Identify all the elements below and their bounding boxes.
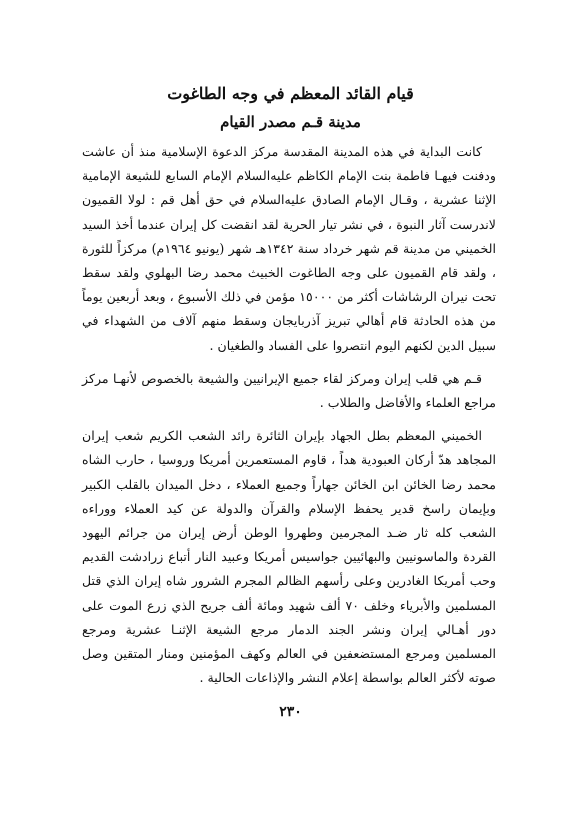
page-title: قيام القائد المعظم في وجه الطاغوت [167,84,414,103]
section-subtitle: مدينة قـم مصدر القيام [220,113,361,131]
page-number: ٢٣٠ [279,704,302,720]
paragraph-1: كانت البداية في هذه المدينة المقدسة مركز الدعوة الإسلامية منذ أن عاشت ودفنت فيهـا فاطمة بنت الإمام الكاظم عليه‌السلام الإمام السابع للشيعة الإمامية الإثنا عشرية ، وقـال الإمام الصادق عليه‌السلام في حق أهل قم : لولا القميون لاندرست آثار النبوة ، في نشر تيار الحرية لقد انقضت كل إيران عندما أخذ السيد الخميني من مدينة قم شهر خرداد سنة ١٣٤٢هـ شهر (يونيو ١٩٦٤م) مركزاً للثورة ، ولقد قام القميون على وجه الطاغوت الخبيث محمد رضا البهلوي ولقد سقط تحت نيران الرشاشات أكثر من ١٥٠٠٠ مؤمن في ذلك الأسبوع ، وبعد أربعين يوماً من هذه الحادثة قام أهالي تبريز آذربايجان وسقط منهم آلاف من الشهداء في سبيل الدين لكنهم اليوم انتصروا على الفساد والطغيان . [82,144,496,353]
paragraph-3: الخميني المعظم بطل الجهاد بإيران الثائرة رائد الشعب الكريم شعب إيران المجاهد هدّ أركان العبودية هداً ، قاوم المستعمرين أمريكا وروسيا ، حارب الشاه محمد رضا الخائن ابن الخائن جهاراً وجميع العملاء ، دخل الميدان بالقلب الكبير وبإيمان راسخ قدير يحفظ الإسلام والقرآن والدولة عن كيد العملاء ووراءه الشعب كله ثار ضـد المجرمين وطهروا الوطن أرض إيران من جرائم اليهود القردة والماسونيين والبهائيين جواسيس أمريكا وعبيد النار أتباع زرادشت القديم وحب أمريكا الغادرين وعلى رأسهم الظالم المجرم الشرور شاه إيران الذي قتل المسلمين والأبرياء وخلف ٧٠ ألف شهيد ومائة ألف جريح الذي زرع الموت على دور أهـالي إيران ونشر الجند الدمار مرجع الشيعة الإثنـا عشرية ومرجع المسلمين ومرجع المستضعفين في العالم وكهف المؤمنين ومنار المتقين وصل صوته لأكثر العالم بواسطة إعلام النشر والإذاعات الحالية . [82,428,496,686]
paragraph-2: قـم هي قلب إيران ومركز لقاء جميع الإيرانيين والشيعة بالخصوص لأنهـا مركز مراجع العلماء والأفاضل والطلاب . [82,370,496,411]
body-text [82,140,496,690]
